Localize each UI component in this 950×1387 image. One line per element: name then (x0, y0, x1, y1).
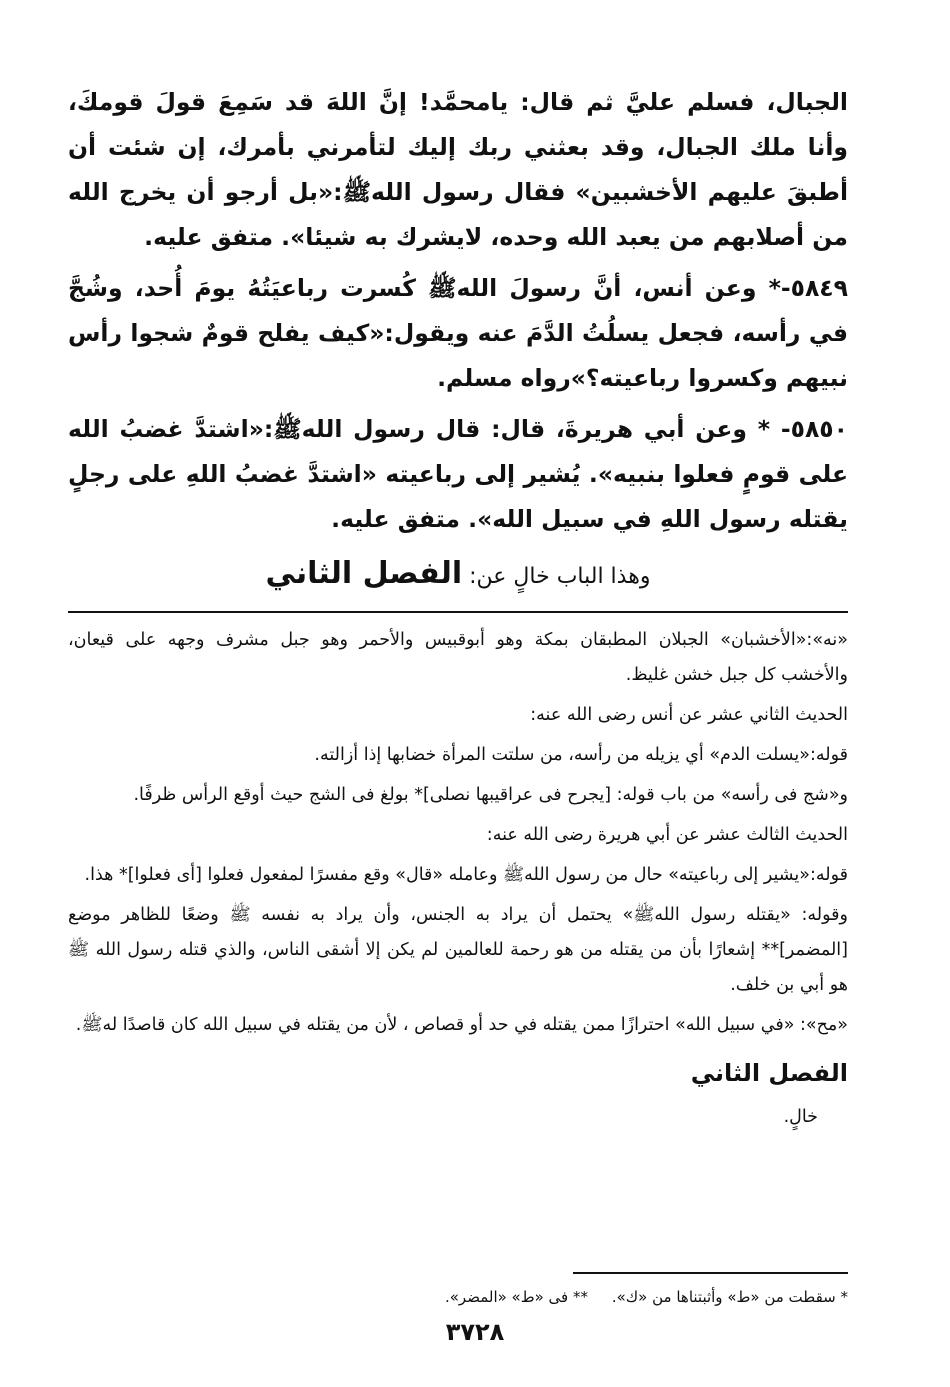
hadith-text-continuation: الجبال، فسلم عليَّ ثم قال: يامحمَّد! إنَّ اللهَ قد سَمِعَ قولَ قومكَ، وأنا ملك الجبال، وقد بعثني ربك إليك لتأمرني بأمرك، إن شئت أن أطبقَ عليهم الأخشبين» فقال رسول اللهﷺ:«بل أرجو أن يخرج الله من أصلابهم من يعبد الله وحده، لايشرك به شيئا». متفق عليه. (68, 88, 848, 251)
footnote-2: ** فى «ط» «المضر». (444, 1288, 588, 1306)
page-body (68, 80, 848, 1137)
footnotes (68, 1272, 848, 1312)
section-prefix: وهذا الباب خالٍ عن: (469, 564, 651, 589)
section-heading: الفصل الثاني (265, 556, 463, 591)
commentary-paragraph: و«شج فى رأسه» من باب قوله: [يجرح فى عراقيبها نصلى]* بولغ فى الشج حيث أوقع الرأس ظرفًا. (133, 785, 848, 805)
footnote-divider (573, 1272, 848, 1274)
commentary-divider (68, 611, 848, 613)
commentary-sub-heading: الفصل الثاني (690, 1059, 848, 1087)
page-number: ٣٧٢٨ (445, 1318, 505, 1346)
commentary-paragraph: قوله:«يسلت الدم» أي يزيله من رأسه، من سلتت المرأة خضابها إذا أزالته. (314, 745, 848, 765)
section-note (68, 552, 848, 599)
footnote-1: * سقطت من «ط» وأثبتناها من «ك». (611, 1288, 848, 1306)
commentary-paragraph: «مح»: «في سبيل الله» احترازًا ممن يقتله في حد أو قصاص ، لأن من يقتله في سبيل الله كان قاصدًا لهﷺ. (75, 1015, 848, 1035)
empty-section-note: خالٍ. (783, 1107, 818, 1127)
commentary-paragraph: قوله:«يشير إلى رباعيته» حال من رسول اللهﷺ وعامله «قال» وقع مفسرًا لمفعول فعلوا [أى فعلوا]* هذا. (84, 865, 848, 885)
hadith-5849: ٥٨٤٩-* وعن أنس، أنَّ رسولَ اللهﷺ كُسرت رباعيَتُهُ يومَ أُحد، وشُجَّ في رأسه، فجعل يسلُتُ الدَّمَ عنه ويقول:«كيف يفلح قومٌ شجوا رأس نبيهم وكسروا رباعيته؟»رواه مسلم. (68, 274, 848, 392)
commentary-paragraph: الحديث الثالث عشر عن أبي هريرة رضى الله عنه: (486, 825, 848, 845)
hadith-5850: ٥٨٥٠- * وعن أبي هريرةَ، قال: قال رسول اللهﷺ:«اشتدَّ غضبُ الله على قومٍ فعلوا بنبيه». يُشير إلى رباعيته «اشتدَّ غضبُ اللهِ على رجلٍ يقتله رسول اللهِ في سبيل الله». متفق عليه. (68, 415, 848, 533)
commentary-paragraph: الحديث الثاني عشر عن أنس رضى الله عنه: (530, 705, 848, 725)
commentary-paragraph: «نه»:«الأخشبان» الجبلان المطبقان بمكة وهو أبوقبيس والأحمر وهو جبل مشرف وجهه على قيعان، والأخشب كل جبل خشن غليظ. (68, 630, 848, 685)
commentary-paragraph: وقوله: «يقتله رسول اللهﷺ» يحتمل أن يراد به الجنس، وأن يراد به نفسه ﷺ وضعًا للظاهر موضع [المضمر]** إشعارًا بأن من يقتله من هو رحمة للعالمين لم يكن إلا أشقى الناس، والذي قتله رسول الله ﷺ هو أبي بن خلف. (68, 905, 848, 995)
